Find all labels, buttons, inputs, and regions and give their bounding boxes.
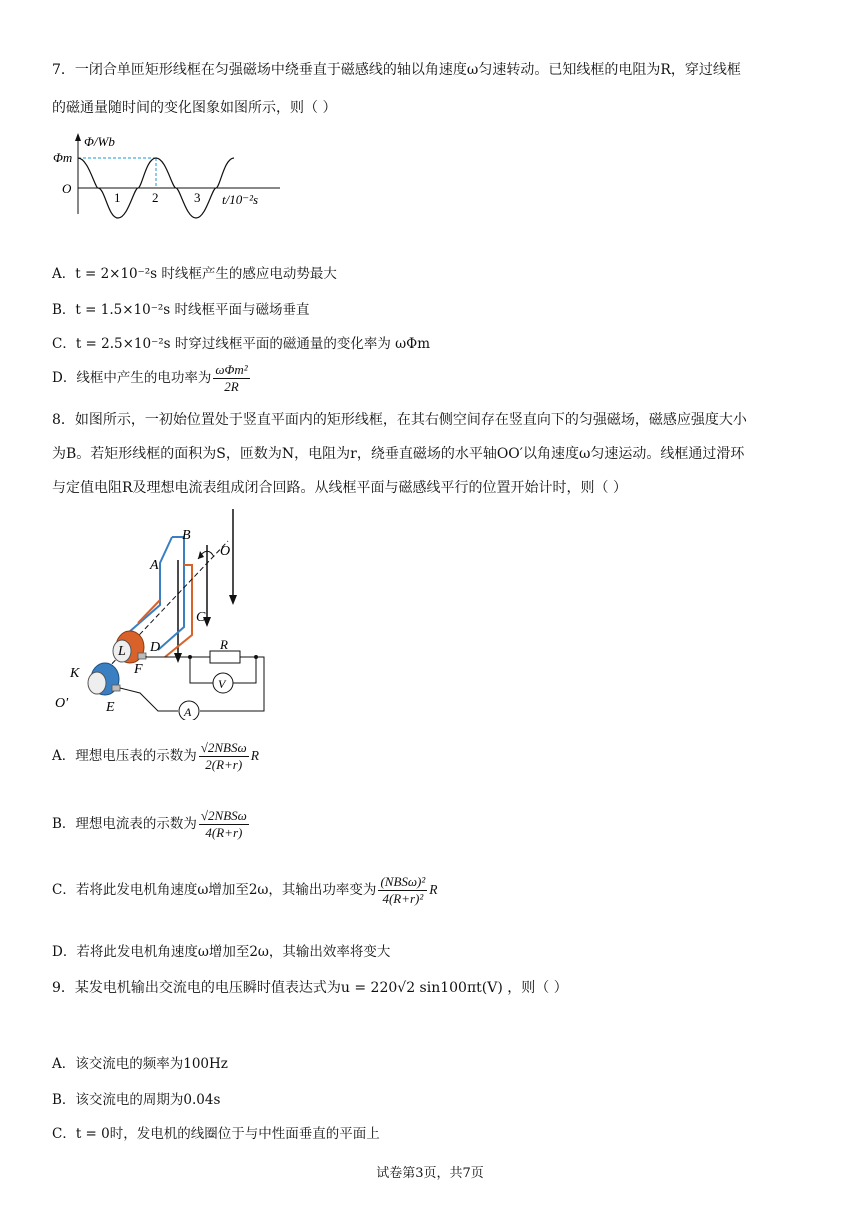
q7-stem-line2: 的磁通量随时间的变化图象如图所示，则（ ） [52, 100, 337, 116]
q8-option-c-num: (NBSω)² [380, 874, 426, 889]
q9-option-c: C．t = 0时，发电机的线圈位于与中性面垂直的平面上 [52, 1126, 380, 1142]
q7-option-d-prefix: D．线框中产生的电功率为 [52, 370, 212, 386]
q8-option-c [52, 874, 438, 907]
q7-option-b: B．t = 1.5×10⁻²s 时线框平面与磁场垂直 [52, 302, 310, 318]
q7-option-d [52, 362, 252, 395]
q8-option-a-prefix: A．理想电压表的示数为 [52, 748, 197, 764]
q8-option-b-den: 4(R+r) [205, 825, 243, 840]
q7-option-d-den: 2R [224, 379, 239, 394]
q7-option-d-num: ωΦm² [215, 362, 248, 377]
q7-flux-graph [50, 130, 280, 222]
q7-graph-xlabel: t/10⁻²s [222, 192, 259, 207]
q8-stem-line1: 8．如图所示，一初始位置处于竖直平面内的矩形线框，在其右侧空间存在竖直向下的匀强磁场，磁感应强度大小 [52, 412, 747, 428]
q9-stem: 9．某发电机输出交流电的电压瞬时值表达式为u = 220√2 sin100πt(V) ，则（ ） [52, 980, 568, 996]
q8-label-r: R [220, 637, 228, 652]
q7-graph-xtick-3: 3 [194, 190, 201, 205]
q7-stem-line1: 7．一闭合单匝矩形线框在匀强磁场中绕垂直于磁感线的轴以角速度ω匀速转动。已知线框的电阻为R，穿过线框 [52, 62, 741, 78]
q8-stem-line3: 与定值电阻R及理想电流表组成闭合回路。从线框平面与磁感线平行的位置开始计时，则（ ） [52, 480, 627, 496]
q8-option-b [52, 808, 251, 841]
q7-graph-ylabel: Φ/Wb [84, 134, 115, 149]
q8-label-e: E [106, 700, 115, 715]
q8-stem-line2: 为B。若矩形线框的面积为S，匝数为N，电阻为r，绕垂直磁场的水平轴OO′以角速度ω匀速运动。线框通过滑环 [52, 446, 745, 462]
q8-label-a: A [150, 558, 159, 573]
q7-option-d-fraction [213, 362, 249, 395]
q7-option-a: A．t = 2×10⁻²s 时线框产生的感应电动势最大 [52, 266, 337, 282]
q8-label-f: F [134, 662, 143, 677]
q8-option-a-suffix: R [250, 748, 259, 763]
q8-label-k: K [70, 666, 80, 681]
q8-generator-figure [50, 505, 280, 720]
q9-option-a: A．该交流电的频率为100Hz [52, 1056, 228, 1072]
q9-option-b: B．该交流电的周期为0.04s [52, 1092, 221, 1108]
q8-label-c: C [196, 610, 206, 625]
q8-label-v: V [218, 677, 226, 691]
q8-option-a-fraction [199, 740, 249, 773]
q8-label-o-prime: O′ [55, 696, 69, 711]
q8-label-o: O [220, 544, 231, 559]
q8-label-d: D [150, 640, 161, 655]
q8-option-c-fraction [378, 874, 427, 907]
q8-option-a-num: √2NBSω [200, 740, 247, 755]
q7-graph-origin: O [62, 181, 72, 196]
q8-label-ammeter: A [184, 705, 192, 719]
q8-option-c-prefix: C．若将此发电机角速度ω增加至2ω，其输出功率变为 [52, 882, 377, 898]
q7-graph-xtick-2: 2 [152, 190, 159, 205]
q8-option-c-suffix: R [429, 882, 438, 897]
q8-label-l: L [118, 644, 126, 659]
q8-label-b: B [182, 528, 191, 543]
q8-option-d: D．若将此发电机角速度ω增加至2ω，其输出效率将变大 [52, 944, 391, 960]
q8-option-b-prefix: B．理想电流表的示数为 [52, 816, 197, 832]
q8-option-a-den: 2(R+r) [205, 757, 243, 772]
page-footer: 试卷第3页，共7页 [376, 1166, 484, 1181]
q8-option-c-den: 4(R+r)² [382, 891, 424, 906]
q8-option-b-fraction [199, 808, 249, 841]
q8-option-a [52, 740, 259, 773]
q7-graph-xtick-1: 1 [114, 190, 121, 205]
q7-graph-phim: Φm [53, 150, 73, 165]
q8-option-b-num: √2NBSω [200, 808, 247, 823]
q7-option-c: C．t = 2.5×10⁻²s 时穿过线框平面的磁通量的变化率为 ωΦm [52, 336, 431, 352]
